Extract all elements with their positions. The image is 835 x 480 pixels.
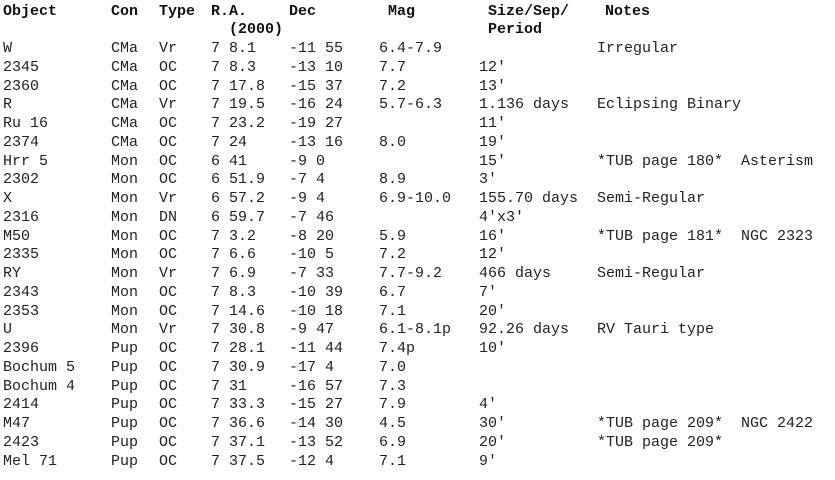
table-row <box>0 303 835 322</box>
cell-type: Vr <box>159 190 178 207</box>
cell-dec: -10 5 <box>289 246 335 264</box>
cell-type: OC <box>159 115 178 132</box>
cell-ra: 7 23.2 <box>211 115 266 132</box>
cell-object: R <box>3 96 13 114</box>
cell-dec: -9 0 <box>289 152 326 170</box>
cell-size: 20' <box>479 433 507 451</box>
cell-object: M50 <box>3 227 31 245</box>
cell-type: OC <box>159 452 178 470</box>
header-object: Object <box>3 3 58 20</box>
cell-size: 15' <box>479 152 507 170</box>
cell-con: CMa <box>111 115 139 132</box>
cell-dec: -10 39 <box>289 283 344 301</box>
cell-ra: 7 30.8 <box>211 321 266 339</box>
cell-dec: -14 30 <box>289 415 344 432</box>
cell-size: 1.136 days <box>479 96 570 114</box>
cell-mag: 5.7-6.3 <box>379 96 443 114</box>
table-row <box>0 378 835 397</box>
cell-size: 19' <box>479 133 507 151</box>
header-row <box>0 3 835 22</box>
cell-con: Pup <box>111 396 139 414</box>
cell-type: Vr <box>159 96 178 114</box>
cell-size: 155.70 days <box>479 190 579 207</box>
cell-mag: 7.2 <box>379 246 407 264</box>
cell-type: OC <box>159 283 178 301</box>
cell-con: Mon <box>111 171 139 189</box>
cell-type: OC <box>159 302 178 320</box>
cell-ra: 7 6.9 <box>211 265 257 282</box>
cell-object: 2360 <box>3 77 40 95</box>
cell-ra: 7 31 <box>211 377 248 395</box>
table-row <box>0 415 835 434</box>
cell-mag: 4.5 <box>379 415 407 432</box>
cell-ra: 7 30.9 <box>211 358 266 376</box>
cell-type: OC <box>159 415 178 432</box>
cell-size: 11' <box>479 115 507 132</box>
header-row-2 <box>0 21 835 40</box>
cell-type: OC <box>159 340 178 357</box>
cell-mag: 6.4-7.9 <box>379 40 443 57</box>
cell-ra: 7 8.3 <box>211 58 257 76</box>
header-size: Size/Sep/ <box>488 3 570 20</box>
table-row <box>0 190 835 209</box>
cell-con: Mon <box>111 302 139 320</box>
cell-mag: 7.1 <box>379 302 407 320</box>
cell-type: OC <box>159 152 178 170</box>
cell-dec: -10 18 <box>289 302 344 320</box>
cell-mag: 7.0 <box>379 358 407 376</box>
cell-type: Vr <box>159 265 178 282</box>
cell-mag: 7.7 <box>379 58 407 76</box>
cell-object: 2343 <box>3 283 40 301</box>
cell-mag: 8.9 <box>379 171 407 189</box>
cell-con: CMa <box>111 96 139 114</box>
cell-ra: 7 37.1 <box>211 433 266 451</box>
cell-mag: 8.0 <box>379 133 407 151</box>
cell-ra: 7 17.8 <box>211 77 266 95</box>
cell-ra: 6 57.2 <box>211 190 266 207</box>
table-row <box>0 359 835 378</box>
cell-mag: 6.7 <box>379 283 407 301</box>
cell-notes: RV Tauri type <box>597 321 715 339</box>
cell-object: 2396 <box>3 340 40 357</box>
cell-type: OC <box>159 133 178 151</box>
cell-con: Mon <box>111 321 139 339</box>
table-row <box>0 396 835 415</box>
cell-dec: -17 4 <box>289 358 335 376</box>
table-row <box>0 265 835 284</box>
cell-object: X <box>3 190 13 207</box>
cell-con: Mon <box>111 152 139 170</box>
cell-con: CMa <box>111 58 139 76</box>
cell-ra: 7 3.2 <box>211 227 257 245</box>
cell-type: OC <box>159 396 178 414</box>
table-row <box>0 284 835 303</box>
cell-object: 2353 <box>3 302 40 320</box>
cell-size: 92.26 days <box>479 321 570 339</box>
table-row <box>0 115 835 134</box>
cell-ra: 7 19.5 <box>211 96 266 114</box>
cell-con: CMa <box>111 40 139 57</box>
cell-dec: -8 20 <box>289 227 335 245</box>
cell-ra: 7 8.1 <box>211 40 257 57</box>
cell-ra: 6 59.7 <box>211 208 266 226</box>
cell-notes: Irregular <box>597 40 679 57</box>
cell-ra: 7 33.3 <box>211 396 266 414</box>
cell-mag: 6.9-10.0 <box>379 190 452 207</box>
cell-size: 12' <box>479 246 507 264</box>
cell-con: Mon <box>111 227 139 245</box>
header-notes: Notes <box>605 3 651 20</box>
cell-object: 2316 <box>3 208 40 226</box>
cell-dec: -15 37 <box>289 77 344 95</box>
cell-mag: 7.4p <box>379 340 416 357</box>
cell-object: 2345 <box>3 58 40 76</box>
cell-dec: -7 4 <box>289 171 326 189</box>
cell-size: 13' <box>479 77 507 95</box>
cell-ra: 7 8.3 <box>211 283 257 301</box>
cell-object: W <box>3 40 13 57</box>
table-row <box>0 153 835 172</box>
table-row <box>0 434 835 453</box>
cell-size: 20' <box>479 302 507 320</box>
cell-object: M47 <box>3 415 31 432</box>
cell-size: 7' <box>479 283 498 301</box>
cell-ra: 6 41 <box>211 152 248 170</box>
cell-mag: 7.2 <box>379 77 407 95</box>
cell-ra: 6 51.9 <box>211 171 266 189</box>
cell-dec: -9 47 <box>289 321 335 339</box>
cell-con: Mon <box>111 265 139 282</box>
cell-type: DN <box>159 208 178 226</box>
cell-notes: *TUB page 209* <box>597 433 724 451</box>
cell-mag: 5.9 <box>379 227 407 245</box>
cell-object: 2423 <box>3 433 40 451</box>
table-row <box>0 340 835 359</box>
header-ra: R.A. <box>211 3 248 20</box>
cell-ra: 7 36.6 <box>211 415 266 432</box>
cell-size: 3' <box>479 171 498 189</box>
cell-dec: -16 24 <box>289 96 344 114</box>
cell-size: 12' <box>479 58 507 76</box>
cell-object: U <box>3 321 13 339</box>
cell-con: Pup <box>111 415 139 432</box>
table-row <box>0 246 835 265</box>
cell-notes: Semi-Regular <box>597 265 706 282</box>
cell-mag: 7.7-9.2 <box>379 265 443 282</box>
table-row <box>0 453 835 472</box>
cell-mag: 6.1-8.1p <box>379 321 452 339</box>
cell-ra: 7 24 <box>211 133 248 151</box>
cell-type: Vr <box>159 40 178 57</box>
cell-notes: Eclipsing Binary <box>597 96 742 114</box>
cell-type: OC <box>159 433 178 451</box>
cell-con: CMa <box>111 133 139 151</box>
cell-object: Mel 71 <box>3 452 58 470</box>
cell-size: 16' <box>479 227 507 245</box>
cell-object: Ru 16 <box>3 115 49 132</box>
table-row <box>0 78 835 97</box>
cell-dec: -7 46 <box>289 208 335 226</box>
cell-dec: -15 27 <box>289 396 344 414</box>
cell-size: 9' <box>479 452 498 470</box>
cell-size: 10' <box>479 340 507 357</box>
cell-notes: *TUB page 180* Asterism <box>597 152 814 170</box>
cell-con: Pup <box>111 433 139 451</box>
table-row <box>0 209 835 228</box>
cell-type: OC <box>159 227 178 245</box>
cell-con: Mon <box>111 283 139 301</box>
cell-dec: -11 55 <box>289 40 344 57</box>
cell-mag: 7.3 <box>379 377 407 395</box>
cell-con: Pup <box>111 340 139 357</box>
header-epoch: (2000) <box>229 21 284 38</box>
table-row <box>0 321 835 340</box>
cell-type: OC <box>159 171 178 189</box>
cell-notes: Semi-Regular <box>597 190 706 207</box>
cell-mag: 7.1 <box>379 452 407 470</box>
cell-notes: *TUB page 209* NGC 2422 <box>597 415 814 432</box>
cell-dec: -13 16 <box>289 133 344 151</box>
cell-mag: 6.9 <box>379 433 407 451</box>
cell-object: Bochum 4 <box>3 377 76 395</box>
cell-ra: 7 28.1 <box>211 340 266 357</box>
cell-type: OC <box>159 246 178 264</box>
cell-ra: 7 37.5 <box>211 452 266 470</box>
cell-mag: 7.9 <box>379 396 407 414</box>
cell-notes: *TUB page 181* NGC 2323 <box>597 227 814 245</box>
cell-type: OC <box>159 358 178 376</box>
cell-con: Mon <box>111 246 139 264</box>
table-row <box>0 171 835 190</box>
cell-ra: 7 14.6 <box>211 302 266 320</box>
table-row <box>0 59 835 78</box>
header-mag: Mag <box>388 3 416 20</box>
table-row <box>0 228 835 247</box>
cell-con: Mon <box>111 190 139 207</box>
table-row <box>0 96 835 115</box>
cell-dec: -12 4 <box>289 452 335 470</box>
cell-object: 2414 <box>3 396 40 414</box>
cell-size: 466 days <box>479 265 552 282</box>
cell-dec: -13 10 <box>289 58 344 76</box>
cell-object: Bochum 5 <box>3 358 76 376</box>
cell-dec: -11 44 <box>289 340 344 357</box>
cell-con: Mon <box>111 208 139 226</box>
cell-object: Hrr 5 <box>3 152 49 170</box>
cell-object: 2335 <box>3 246 40 264</box>
table-row <box>0 134 835 153</box>
header-dec: Dec <box>289 3 317 20</box>
cell-dec: -13 52 <box>289 433 344 451</box>
cell-type: OC <box>159 377 178 395</box>
cell-con: Pup <box>111 377 139 395</box>
cell-dec: -7 33 <box>289 265 335 282</box>
cell-dec: -16 57 <box>289 377 344 395</box>
header-con: Con <box>111 3 139 20</box>
cell-object: 2302 <box>3 171 40 189</box>
cell-dec: -19 27 <box>289 115 344 132</box>
cell-object: 2374 <box>3 133 40 151</box>
cell-size: 4'x3' <box>479 208 525 226</box>
cell-type: OC <box>159 77 178 95</box>
cell-type: Vr <box>159 321 178 339</box>
cell-con: CMa <box>111 77 139 95</box>
cell-size: 30' <box>479 415 507 432</box>
header-period: Period <box>488 21 543 38</box>
cell-size: 4' <box>479 396 498 414</box>
cell-type: OC <box>159 58 178 76</box>
cell-ra: 7 6.6 <box>211 246 257 264</box>
cell-con: Pup <box>111 358 139 376</box>
cell-con: Pup <box>111 452 139 470</box>
table-row <box>0 40 835 59</box>
header-type: Type <box>159 3 196 20</box>
cell-object: RY <box>3 265 22 282</box>
cell-dec: -9 4 <box>289 190 326 207</box>
